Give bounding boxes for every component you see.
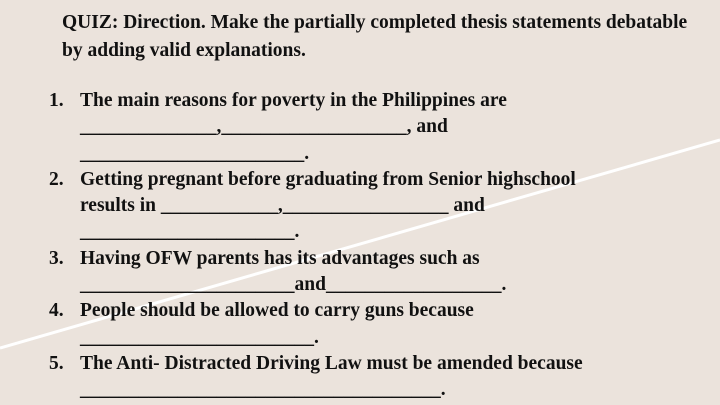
question-text: The main reasons for poverty in the Philippines are xyxy=(80,90,507,111)
question-number: 1. xyxy=(49,90,64,111)
answer-blank-line: ______________________and__________________. xyxy=(80,274,507,296)
question-item xyxy=(0,88,680,167)
question-number: 2. xyxy=(49,168,64,190)
answer-blank-line: ______________,___________________, and xyxy=(80,116,448,138)
question-item xyxy=(0,351,680,404)
question-text: Getting pregnant before graduating from Senior highschool xyxy=(80,168,576,190)
question-number: 5. xyxy=(49,352,64,374)
answer-blank-line: _______________________. xyxy=(80,142,310,164)
question-item xyxy=(0,246,680,299)
answer-blank-line: ______________________. xyxy=(80,221,300,243)
question-number: 4. xyxy=(49,300,64,322)
question-text-with-blanks: results in ____________,_________________ and xyxy=(80,195,485,217)
answer-blank-line: ________________________. xyxy=(80,326,319,348)
question-item xyxy=(0,167,680,246)
question-text: People should be allowed to carry guns because xyxy=(80,300,474,322)
answer-blank-line: _____________________________________. xyxy=(80,379,446,401)
quiz-title: QUIZ: Direction. Make the partially completed thesis statements debatable by adding valid explanations. xyxy=(62,12,688,61)
question-text: Having OFW parents has its advantages such as xyxy=(80,247,480,269)
question-text: The Anti- Distracted Driving Law must be amended because xyxy=(80,352,583,374)
question-item xyxy=(0,298,680,351)
question-list xyxy=(0,88,720,404)
question-number: 3. xyxy=(49,247,64,269)
